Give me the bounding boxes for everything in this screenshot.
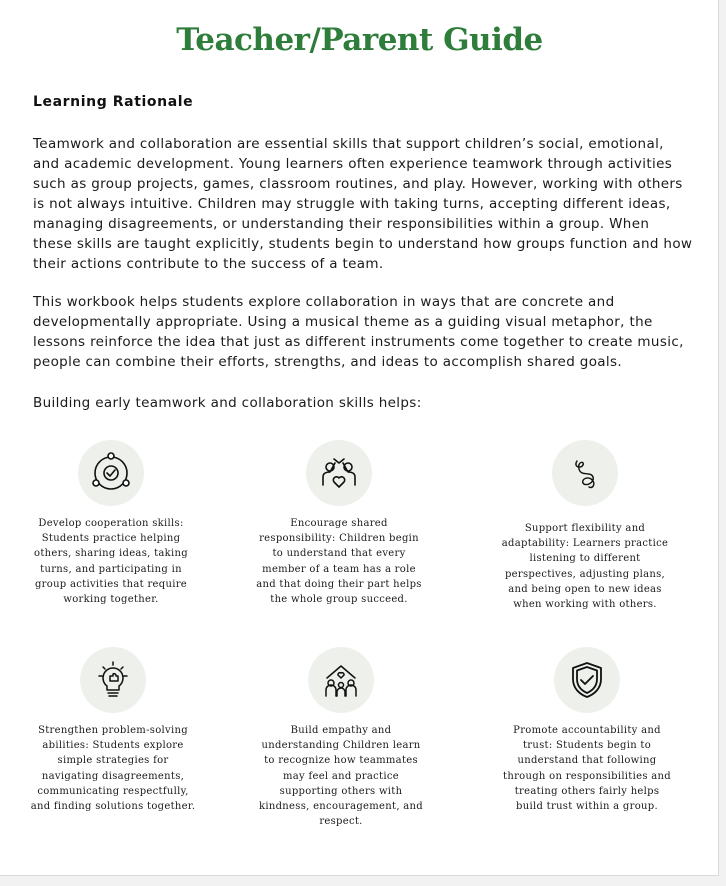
- rationale-paragraph-2: This workbook helps students explore collaboration in ways that are concrete and developmentally appropriate. Using a musical theme as a guiding visual metaphor, the lessons reinforce the idea that just as different instruments come together to create music, people can combine their efforts, strengths, and ideas to accomplish shared goals.: [33, 294, 684, 370]
- benefit-card-responsibility: [254, 440, 424, 607]
- benefit-card-problem-solving: [28, 647, 198, 814]
- community-house-icon: [308, 647, 374, 713]
- benefit-text: Encourage shared responsibility: Children begin to understand that every member of a team has a role and that doing their part helps the whole group succeed.: [256, 518, 422, 606]
- benefit-card-accountability: [502, 647, 672, 814]
- section-heading: Learning Rationale: [33, 94, 194, 110]
- benefit-card-flexibility: [500, 440, 670, 612]
- team-circle-icon: [78, 440, 144, 506]
- benefit-text: Promote accountability and trust: Students begin to understand that following through on responsibilities and treating others fairly helps build trust within a group.: [503, 725, 671, 813]
- benefit-text: Support flexibility and adaptability: Learners practice listening to different perspectives, adjusting plans, and being open to new ideas when working with others.: [501, 523, 669, 611]
- shield-check-icon: [554, 647, 620, 713]
- flexible-line-icon: [552, 440, 618, 506]
- benefits-intro: Building early teamwork and collaboration skills helps:: [33, 395, 422, 411]
- high-five-heart-icon: [306, 440, 372, 506]
- lightbulb-puzzle-icon: [80, 647, 146, 713]
- benefit-text: Develop cooperation skills: Students practice helping others, sharing ideas, taking turns, and participating in group activities that require working together.: [34, 518, 188, 606]
- page-title: Teacher/Parent Guide: [176, 22, 543, 58]
- benefit-text: Build empathy and understanding Children learn to recognize how teammates may feel and practice supporting others with kindness, encouragement, and respect.: [259, 725, 423, 828]
- benefit-card-empathy: [256, 647, 426, 829]
- benefit-text: Strengthen problem-solving abilities: Students explore simple strategies for navigating disagreements, communicating respectfully, and finding solutions together.: [30, 725, 196, 813]
- benefit-card-cooperation: [26, 440, 196, 607]
- rationale-paragraph-1: Teamwork and collaboration are essential skills that support children’s social, emotional, and academic development. Young learners often experience teamwork through activities such as group projects, games, classroom routines, and play. However, working with others is not always intuitive. Children may struggle with taking turns, accepting different ideas, managing disagreements, or understanding their responsibilities within a group. When these skills are taught explicitly, students begin to understand how groups function and how their actions contribute to the success of a team.: [33, 136, 693, 272]
